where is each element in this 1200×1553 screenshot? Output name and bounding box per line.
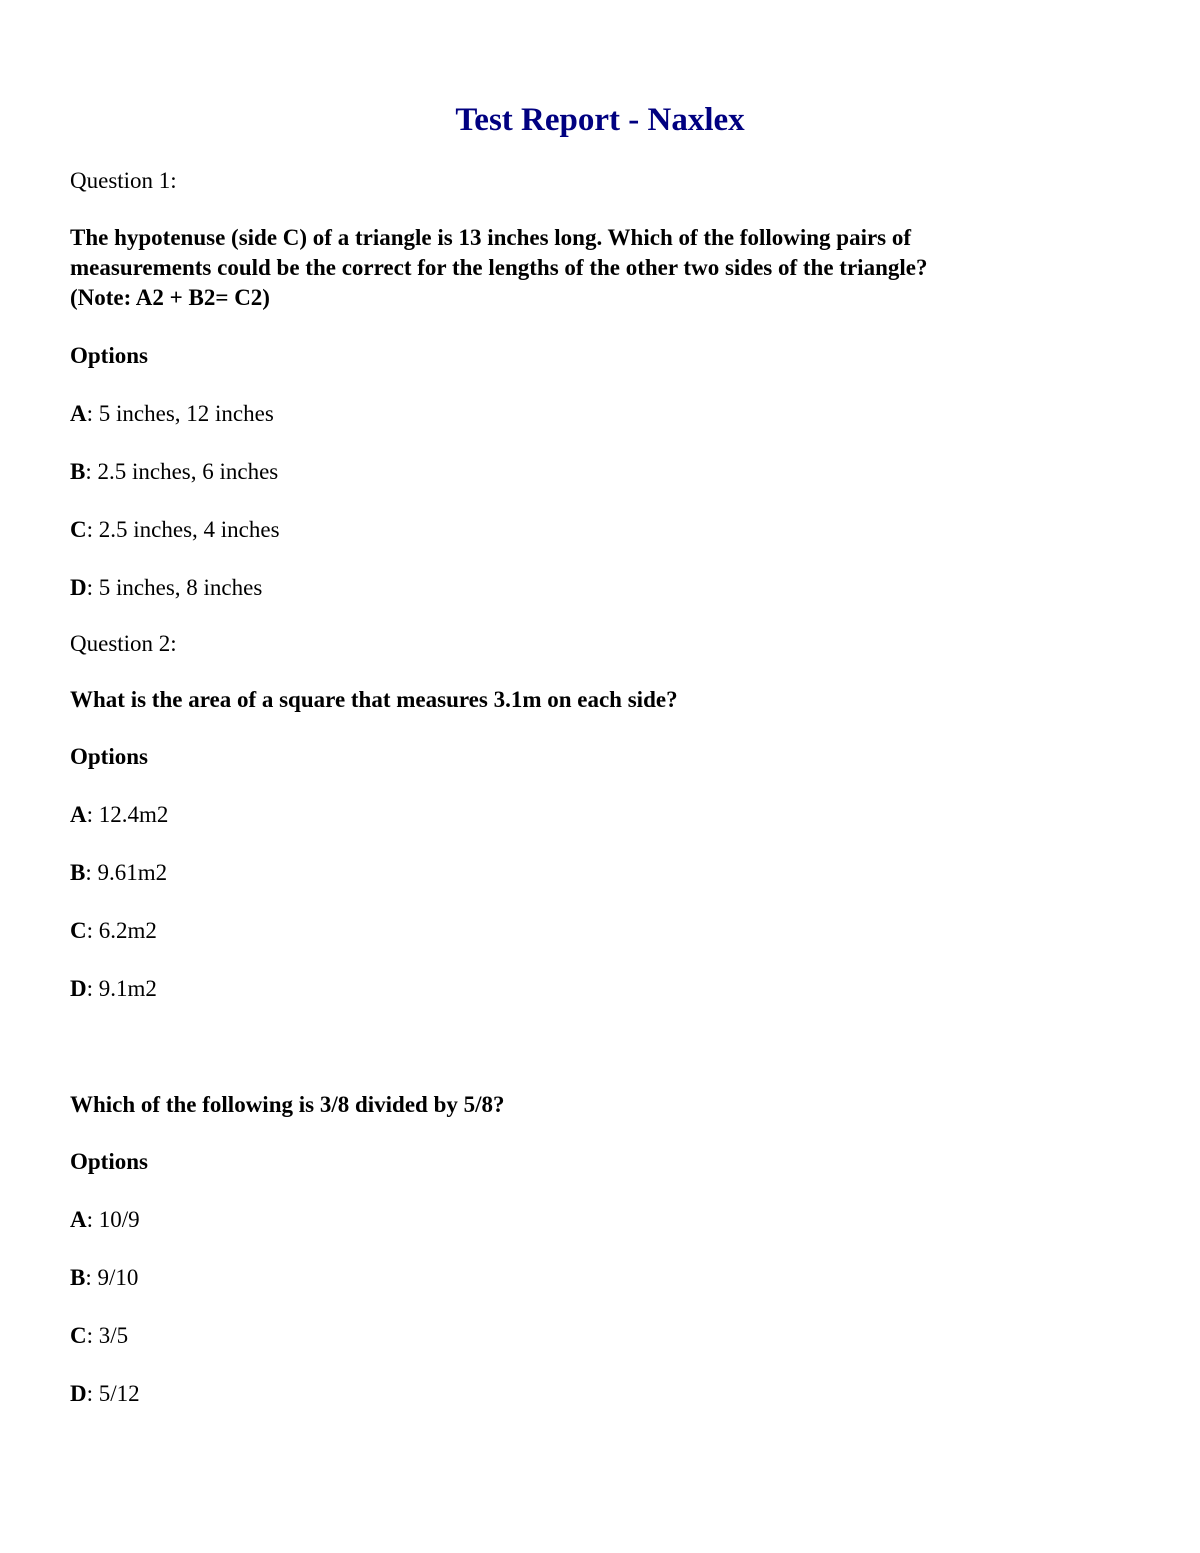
option-text: : 6.2m2 — [86, 918, 157, 943]
question-3-option-b — [70, 1263, 1120, 1293]
option-letter: C — [70, 1323, 87, 1348]
question-1-option-d — [70, 573, 1120, 603]
option-text: : 10/9 — [86, 1207, 140, 1232]
option-text: : 9/10 — [85, 1265, 139, 1290]
option-letter: B — [70, 459, 86, 484]
option-letter: A — [70, 401, 87, 426]
question-3-option-a — [70, 1205, 1120, 1235]
option-text: : 5 inches, 12 inches — [86, 401, 274, 426]
option-text: : 2.5 inches, 6 inches — [85, 459, 279, 484]
question-1-label: Question 1: — [70, 168, 177, 193]
option-letter: D — [70, 1381, 87, 1406]
question-3-options-heading: Options — [70, 1149, 148, 1174]
question-3-text-line-1: Which of the following is 3/8 divided by 5/8? — [70, 1092, 505, 1117]
option-text: : 9.1m2 — [86, 976, 157, 1001]
question-1-options-heading: Options — [70, 343, 148, 368]
question-2-option-d — [70, 974, 1120, 1004]
option-text: : 5/12 — [86, 1381, 140, 1406]
option-letter: B — [70, 860, 86, 885]
option-letter: C — [70, 918, 87, 943]
option-text: : 9.61m2 — [85, 860, 168, 885]
question-2-text-line-1: What is the area of a square that measures 3.1m on each side? — [70, 687, 678, 712]
question-1-option-c — [70, 515, 1120, 545]
option-letter: A — [70, 1207, 87, 1232]
option-text: : 2.5 inches, 4 inches — [86, 517, 280, 542]
question-3-option-c — [70, 1321, 1120, 1351]
question-1-text-line-1: The hypotenuse (side C) of a triangle is 13 inches long. Which of the following pairs of — [70, 225, 912, 250]
question-1-option-b — [70, 457, 1120, 487]
option-text: : 3/5 — [86, 1323, 129, 1348]
question-1-option-a — [70, 399, 1120, 429]
question-1-text-line-3: (Note: A2 + B2= C2) — [70, 285, 270, 310]
question-3-option-d — [70, 1379, 1120, 1409]
question-2-option-b — [70, 858, 1120, 888]
question-2-options-heading: Options — [70, 744, 148, 769]
option-text: : 12.4m2 — [86, 802, 169, 827]
option-letter: D — [70, 976, 87, 1001]
question-2-option-c — [70, 916, 1120, 946]
page-title: Test Report - Naxlex — [455, 102, 745, 138]
option-letter: D — [70, 575, 87, 600]
question-2-label: Question 2: — [70, 631, 177, 656]
option-letter: A — [70, 802, 87, 827]
question-1-text-line-2: measurements could be the correct for the lengths of the other two sides of the triangle? — [70, 255, 928, 280]
option-letter: B — [70, 1265, 86, 1290]
option-letter: C — [70, 517, 87, 542]
option-text: : 5 inches, 8 inches — [86, 575, 263, 600]
question-2-option-a — [70, 800, 1120, 830]
